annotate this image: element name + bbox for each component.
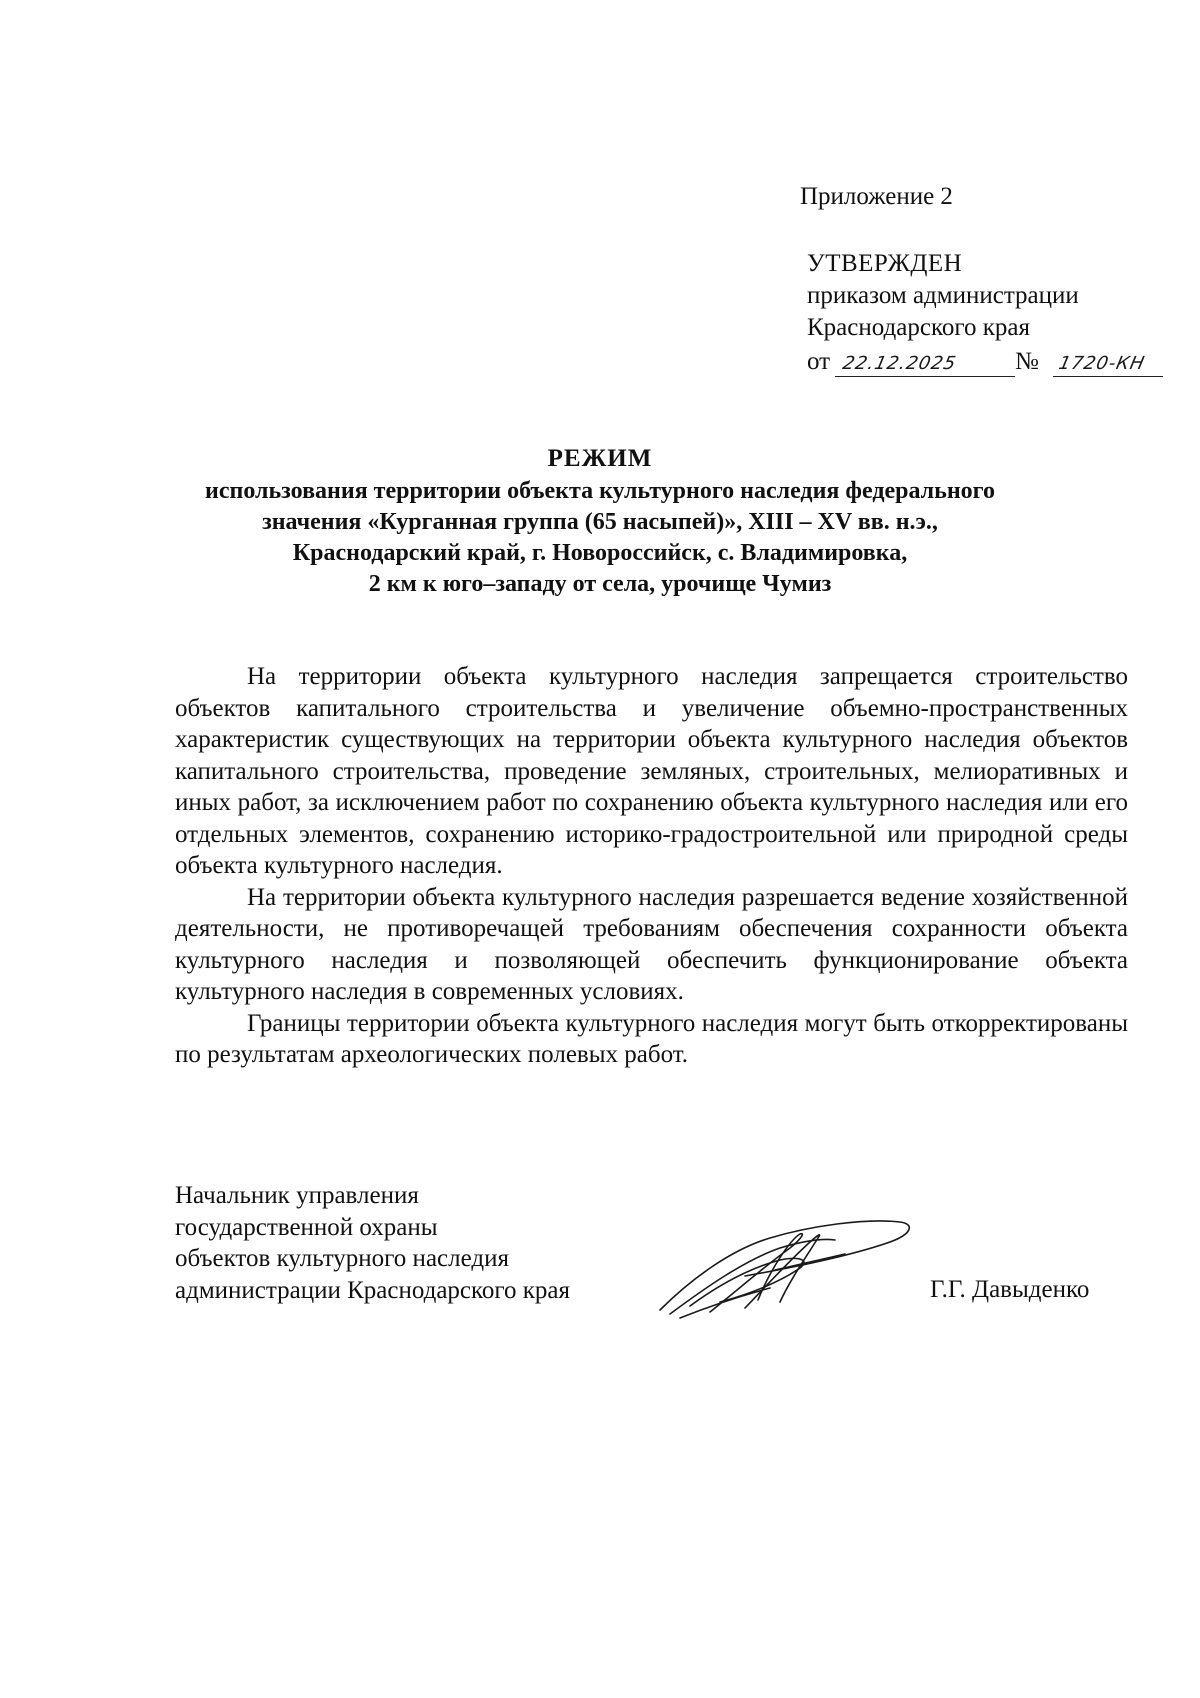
signatory-position-line: Начальник управления [175,1182,419,1209]
order-number-sign: № [1015,348,1039,375]
document-subtitle-line: 2 км к юго–западу от села, урочище Чумиз [368,571,832,597]
document-subtitle-line: значения «Курганная группа (65 насыпей)», XIII – XV вв. н.э., [262,509,938,535]
signatory-position-line: администрации Краснодарского края [175,1276,571,1304]
body-paragraph: На территории объекта культурного наследия разрешается ведение хозяйственной деятельности, не противоречащей требованиям обеспечения сохранности объекта культурного наследия и позволяющей обеспечить функционирование объекта культурного наследия в современных условиях. [175,883,1128,1005]
approved-line: Краснодарского края [807,314,1030,341]
order-number-handwritten: 1720-КН [1056,353,1147,374]
handwritten-signature [650,1210,920,1320]
document-title-block [100,444,1100,600]
order-reference [807,347,1167,383]
signatory-position [175,1180,570,1306]
body-paragraph: Границы территории объекта культурного наследия могут быть откорректированы по результатам археологических полевых работ. [175,1009,1128,1068]
signatory-position-line: государственной охраны [175,1213,438,1241]
order-prefix: от [807,348,831,375]
approved-heading: УТВЕРЖДЕН [807,250,963,277]
document-subtitle-line: Краснодарский край, г. Новороссийск, с. Владимировка, [292,540,908,566]
signatory-name: Г.Г. Давыденко [930,1276,1090,1303]
signatory-position-line: объектов культурного наследия [175,1245,509,1272]
document-subtitle-line: использования территории объекта культурного наследия федерального [205,478,995,504]
document-title: РЕЖИМ [547,445,653,472]
body-paragraph: На территории объекта культурного наследия запрещается строительство объектов капитального строительства и увеличение объемно-пространственных характеристик существующих на территории объекта культурного наследия объектов капитального строительства, проведение земляных, строительных, мелиоративных и иных работ, за исключением работ по сохранению объекта культурного наследия или его отдельных элементов, сохранению историко-градостроительной или природной среды объекта культурного наследия. [175,663,1128,879]
order-date-handwritten: 22.12.2025 [840,353,959,374]
document-body [175,661,1128,1071]
approved-line: приказом администрации [807,282,1079,309]
approval-block [0,0,1200,400]
signature-block [0,1180,1200,1320]
appendix-label: Приложение 2 [800,183,953,210]
